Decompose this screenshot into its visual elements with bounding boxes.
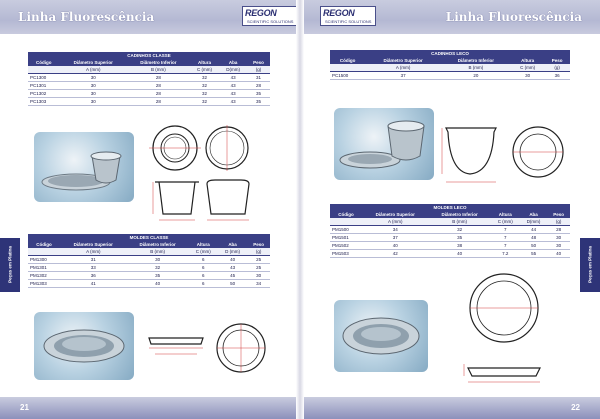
cell: 30	[60, 82, 127, 90]
cell: 50	[218, 280, 247, 288]
page-footer-left	[0, 397, 300, 419]
cell: 31	[60, 256, 127, 264]
cell: 35	[429, 234, 491, 242]
cell: PC1302	[28, 90, 60, 98]
col-header: Peso	[547, 211, 570, 218]
cell: 30	[547, 234, 570, 242]
cell: PM1301	[28, 264, 60, 272]
cell: 35	[127, 272, 189, 280]
cell: 35	[247, 90, 270, 98]
cell: 40	[218, 256, 247, 264]
col-header: Código	[28, 241, 60, 248]
unit-cell: D(mm)	[219, 66, 247, 74]
cell: PM1300	[28, 256, 60, 264]
table-row	[28, 82, 270, 90]
cell: 30	[511, 72, 544, 80]
logo-mark: REGON	[323, 8, 355, 18]
col-header: Diâmetro Inferior	[441, 57, 511, 64]
cell: 28	[127, 74, 190, 82]
crucible-side-view-drawing	[145, 176, 255, 224]
page-title-left: Linha Fluorescência	[18, 10, 155, 24]
unit-cell	[28, 248, 60, 256]
table-caption: MOLDES LECO	[330, 204, 570, 211]
unit-cell: C (mm)	[189, 248, 218, 256]
cell: 43	[219, 98, 247, 106]
cell: 28	[547, 226, 570, 234]
cell: 30	[547, 242, 570, 250]
col-header: Altura	[511, 57, 544, 64]
side-tab-left	[0, 238, 20, 292]
col-header: Diâmetro Inferior	[429, 211, 491, 218]
unit-cell	[330, 218, 362, 226]
logo-subtitle: SCIENTIFIC SOLUTIONS	[247, 19, 294, 24]
cell: 30	[60, 74, 127, 82]
cell: 32	[190, 82, 220, 90]
col-header: Peso	[247, 241, 270, 248]
table-cadinhos-leco	[330, 50, 570, 80]
cell: 28	[127, 90, 190, 98]
cell: PM1502	[330, 242, 362, 250]
cell: 6	[189, 264, 218, 272]
cell: 32	[190, 74, 220, 82]
side-tab-right	[580, 238, 600, 292]
cell: 31	[247, 74, 270, 82]
crucible-leco-photo	[334, 108, 434, 180]
unit-cell: B (mm)	[441, 64, 511, 72]
table-row	[330, 234, 570, 242]
unit-cell: D (mm)	[218, 248, 247, 256]
table-caption: MOLDES CLASSE	[28, 234, 270, 241]
cell: 25	[247, 256, 270, 264]
col-header: Peso	[247, 59, 270, 66]
cell: 44	[520, 226, 547, 234]
col-header: Diâmetro Superior	[60, 241, 127, 248]
cell: 48	[520, 234, 547, 242]
cell: 7	[491, 242, 520, 250]
page-number-left: 21	[20, 403, 29, 412]
cell: 28	[127, 82, 190, 90]
col-header: Diâmetro Superior	[60, 59, 127, 66]
table-moldes-leco	[330, 204, 570, 258]
cell: 30	[247, 272, 270, 280]
cell: 55	[520, 250, 547, 258]
col-header: Diâmetro Superior	[362, 211, 429, 218]
spine-gutter	[296, 0, 304, 419]
cell: 25	[247, 264, 270, 272]
mold-drawing	[145, 318, 270, 380]
cell: PM1302	[28, 272, 60, 280]
cell: PM1303	[28, 280, 60, 288]
table-row	[28, 90, 270, 98]
cell: 34	[362, 226, 429, 234]
cell: 28	[247, 82, 270, 90]
col-header: Diâmetro Inferior	[127, 59, 190, 66]
logo-subtitle: SCIENTIFIC SOLUTIONS	[325, 19, 372, 24]
col-header: Aba	[218, 241, 247, 248]
unit-cell: C (mm)	[491, 218, 520, 226]
col-header: Código	[28, 59, 60, 66]
cell: 7.2	[491, 250, 520, 258]
table-row	[28, 264, 270, 272]
unit-cell: (g)	[247, 248, 270, 256]
cell: 45	[218, 272, 247, 280]
unit-cell: A (mm)	[60, 248, 127, 256]
cell: 43	[219, 90, 247, 98]
cell: 42	[362, 250, 429, 258]
unit-cell: A (mm)	[362, 218, 429, 226]
cell: 40	[547, 250, 570, 258]
units-row	[330, 64, 570, 72]
cell: 40	[429, 250, 491, 258]
cell: 37	[362, 234, 429, 242]
cell: PM1501	[330, 234, 362, 242]
col-header: Altura	[189, 241, 218, 248]
table-caption: CADINHOS CLASSE	[28, 52, 270, 59]
crucible-leco-drawing	[440, 116, 565, 190]
cell: 6	[189, 272, 218, 280]
page-footer-right	[300, 397, 600, 419]
cell: 32	[429, 226, 491, 234]
cell: 36	[60, 272, 127, 280]
table-row	[28, 280, 270, 288]
cell: PC1301	[28, 82, 60, 90]
side-tab-label: Peças em Platina	[7, 246, 13, 283]
regon-logo	[320, 6, 376, 26]
cell: PM1503	[330, 250, 362, 258]
unit-cell: (g)	[547, 218, 570, 226]
cell: 6	[189, 280, 218, 288]
cell: 33	[60, 264, 127, 272]
table-row	[330, 72, 570, 80]
unit-cell	[28, 66, 60, 74]
units-row	[330, 218, 570, 226]
page-title-right: Linha Fluorescência	[445, 10, 582, 24]
unit-cell: B (mm)	[127, 248, 189, 256]
cell: 32	[190, 98, 220, 106]
logo-mark: REGON	[245, 8, 277, 18]
cell: 7	[491, 226, 520, 234]
table-row	[330, 226, 570, 234]
table-row	[28, 98, 270, 106]
table-row	[330, 242, 570, 250]
cell: 38	[429, 242, 491, 250]
cell: 32	[190, 90, 220, 98]
page-header-left	[0, 0, 300, 34]
unit-cell: C (mm)	[511, 64, 544, 72]
unit-cell: B (mm)	[127, 66, 190, 74]
cell: 30	[127, 256, 189, 264]
unit-cell: A (mm)	[60, 66, 127, 74]
table-row	[330, 250, 570, 258]
col-header: Código	[330, 211, 362, 218]
side-tab-label: Peças em Platina	[587, 246, 593, 283]
cell: 37	[365, 72, 440, 80]
units-row	[28, 248, 270, 256]
table-row	[28, 272, 270, 280]
unit-cell: D(mm)	[520, 218, 547, 226]
unit-cell: (g)	[544, 64, 570, 72]
cell: 41	[60, 280, 127, 288]
cell: 34	[247, 280, 270, 288]
cell: 36	[544, 72, 570, 80]
unit-cell: B (mm)	[429, 218, 491, 226]
table-moldes-classe	[28, 234, 270, 288]
unit-cell: A (mm)	[365, 64, 440, 72]
cell: 30	[60, 90, 127, 98]
cell: 6	[189, 256, 218, 264]
col-header: Altura	[491, 211, 520, 218]
cell: PM1500	[330, 226, 362, 234]
cell: PC1300	[28, 74, 60, 82]
unit-cell: (g)	[247, 66, 270, 74]
cell: 35	[247, 98, 270, 106]
cell: 50	[520, 242, 547, 250]
page-right	[300, 0, 600, 419]
units-row	[28, 66, 270, 74]
cell: 43	[219, 74, 247, 82]
cell: 28	[127, 98, 190, 106]
col-header: Altura	[190, 59, 220, 66]
col-header: Código	[330, 57, 365, 64]
unit-cell	[330, 64, 365, 72]
page-header-right	[300, 0, 600, 34]
table-row	[28, 74, 270, 82]
col-header: Diâmetro Inferior	[127, 241, 189, 248]
regon-logo	[242, 6, 298, 26]
cell: 32	[127, 264, 189, 272]
table-caption: CADINHOS LECO	[330, 50, 570, 57]
table-cadinhos-classe	[28, 52, 270, 106]
table-row	[28, 256, 270, 264]
unit-cell: C (mm)	[190, 66, 220, 74]
crucible-top-view-drawing	[145, 122, 255, 174]
col-header: Diâmetro Superior	[365, 57, 440, 64]
mold-leco-photo	[334, 300, 428, 372]
cell: 43	[218, 264, 247, 272]
mold-photo	[34, 312, 134, 380]
cell: 30	[60, 98, 127, 106]
col-header: Aba	[520, 211, 547, 218]
cell: PC1303	[28, 98, 60, 106]
mold-leco-drawing	[460, 270, 550, 388]
col-header: Peso	[544, 57, 570, 64]
crucible-photo	[34, 132, 134, 202]
cell: 40	[362, 242, 429, 250]
page-number-right: 22	[571, 403, 580, 412]
cell: 20	[441, 72, 511, 80]
cell: 43	[219, 82, 247, 90]
cell: 7	[491, 234, 520, 242]
col-header: Aba	[219, 59, 247, 66]
cell: 40	[127, 280, 189, 288]
cell: PC1500	[330, 72, 365, 80]
